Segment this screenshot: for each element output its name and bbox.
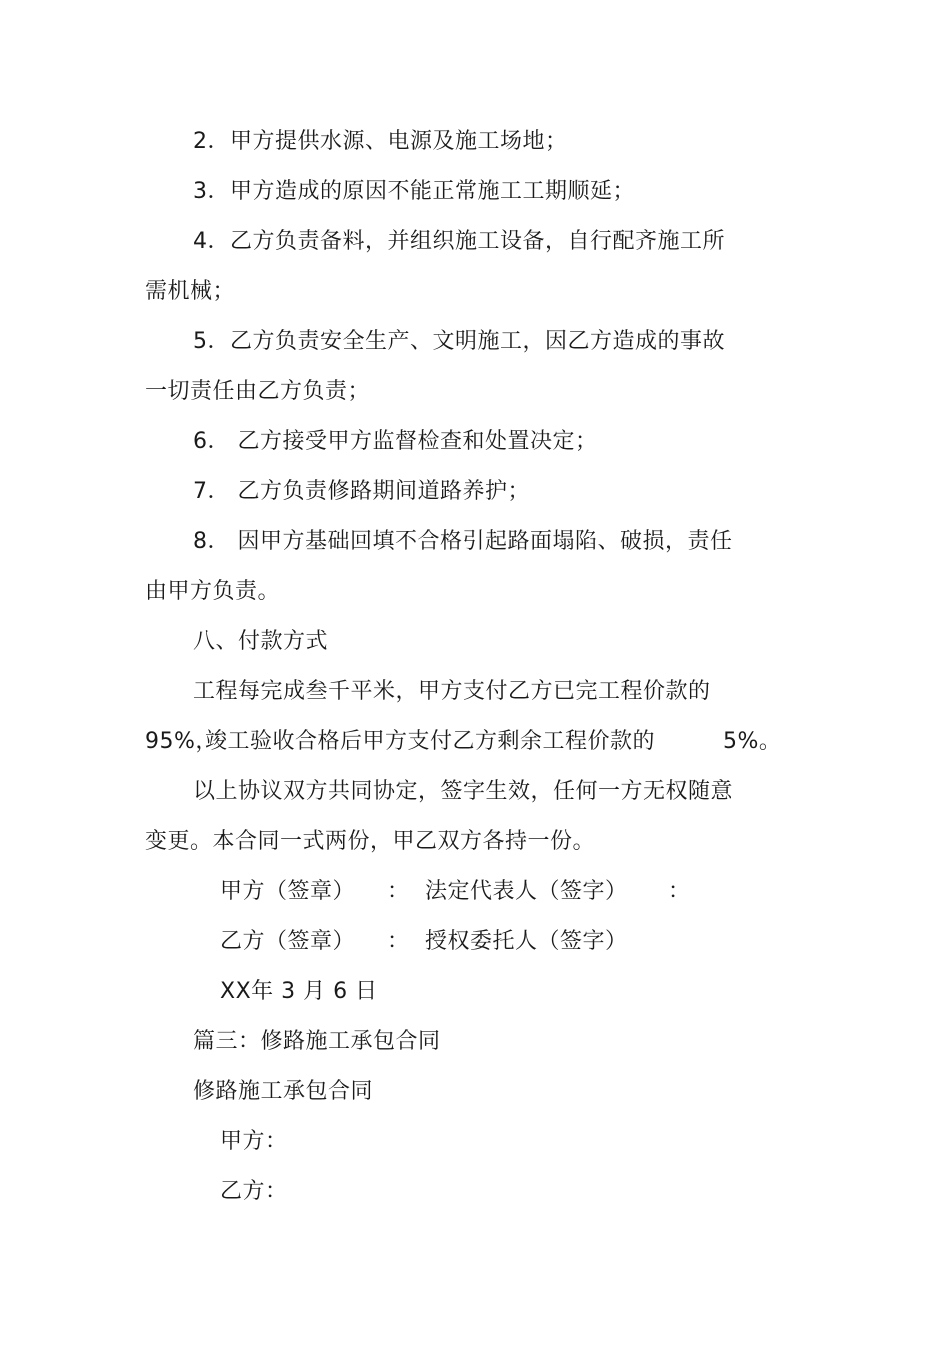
payment-paragraph-text: 竣工验收合格后甲方支付乙方剩余工程价款的 [205, 729, 656, 754]
section-heading: 篇三：修路施工承包合同 [193, 1029, 441, 1054]
payment-percent-2: 5%。 [723, 729, 782, 754]
clause-7: 7． 乙方负责修路期间道路养护； [193, 479, 530, 504]
clause-8-line-1: 8． 因甲方基础回填不合格引起路面塌陷、破损，责任 [193, 529, 733, 554]
clause-3: 3．甲方造成的原因不能正常施工工期顺延； [193, 179, 635, 204]
clause-5-line-1: 5．乙方负责安全生产、文明施工，因乙方造成的事故 [193, 329, 725, 354]
party-b-representative-label: 授权委托人（签字） [425, 929, 628, 954]
clause-4-line-2: 需机械； [145, 279, 236, 304]
payment-paragraph-line-1: 工程每完成叁千平米，甲方支付乙方已完工程价款的 [193, 679, 711, 704]
clause-2: 2．甲方提供水源、电源及施工场地； [193, 129, 568, 154]
party-b-colon: ： [387, 929, 410, 954]
clause-5-line-2: 一切责任由乙方负责； [145, 379, 371, 404]
party-b-seal-label: 乙方（签章） [220, 929, 356, 954]
party-a-colon: ： [387, 879, 410, 904]
party-a-representative-colon: ： [668, 879, 691, 904]
contract-date: XX年 3 月 6 日 [220, 979, 378, 1004]
agreement-line-1: 以上协议双方共同协定，签字生效，任何一方无权随意 [193, 779, 734, 804]
party-b-field: 乙方： [220, 1179, 288, 1204]
payment-heading: 八、付款方式 [193, 629, 329, 654]
party-a-seal-label: 甲方（签章） [220, 879, 356, 904]
agreement-line-2: 变更。本合同一式两份，甲乙双方各持一份。 [145, 829, 596, 854]
party-a-representative-label: 法定代表人（签字） [425, 879, 628, 904]
party-a-field: 甲方： [220, 1129, 288, 1154]
contract-title: 修路施工承包合同 [193, 1079, 374, 1104]
clause-6: 6． 乙方接受甲方监督检查和处置决定； [193, 429, 598, 454]
clause-4-line-1: 4．乙方负责备料，并组织施工设备，自行配齐施工所 [193, 229, 725, 254]
clause-8-line-2: 由甲方负责。 [145, 579, 281, 604]
payment-percent-1: 95%， [145, 729, 218, 754]
